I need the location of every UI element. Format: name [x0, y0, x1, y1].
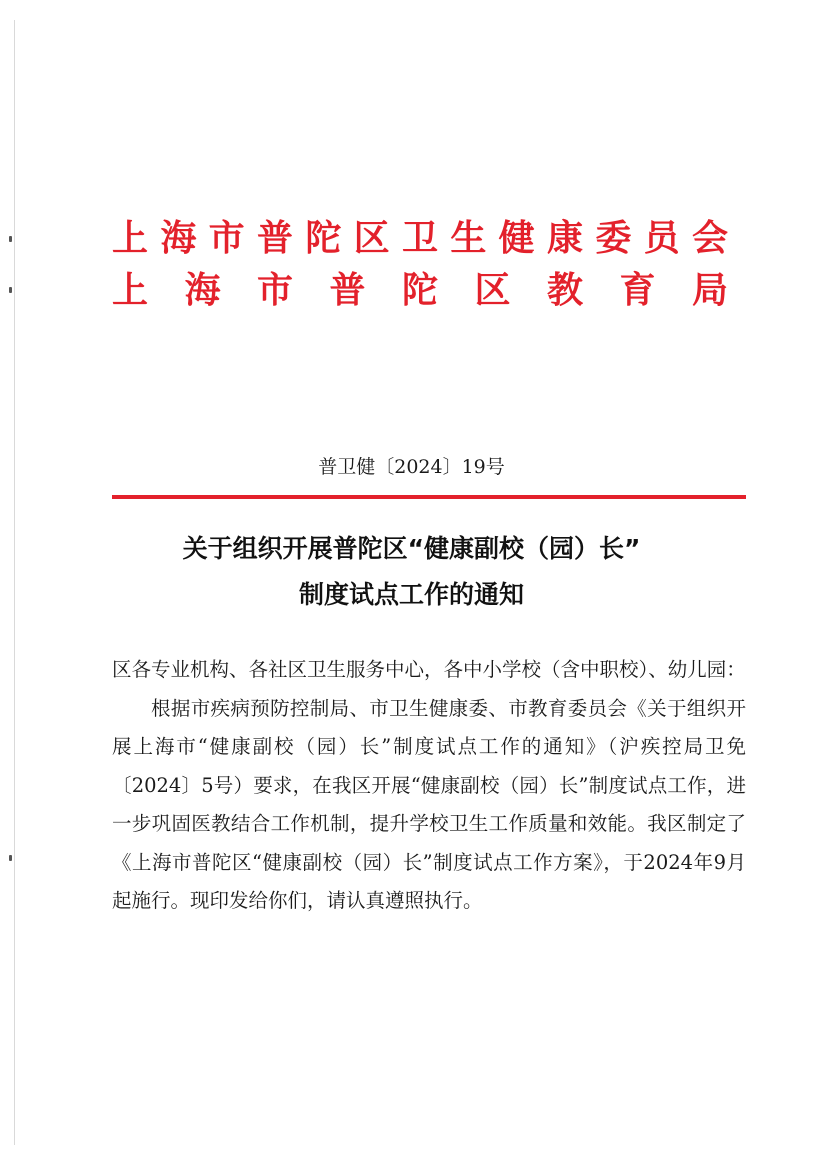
red-divider-line	[112, 495, 746, 499]
issuer-education-bureau: 上海市普陀区教育局	[112, 269, 728, 311]
page-edge-line	[14, 20, 15, 1145]
body-paragraph: 根据市疾病预防控制局、市卫生健康委、市教育委员会《关于组织开展上海市“健康副校（园）长”制度试点工作的通知》（沪疾控局卫免〔2024〕5号）要求，在我区开展“健康副校（园）长”制度试点工作，进一步巩固医教结合工作机制，提升学校卫生工作质量和效能。我区制定了《上海市普陀区“健康副校（园）长”制度试点工作方案》，于2024年9月起施行。现印发给你们，请认真遵照执行。	[112, 696, 746, 912]
issuer-health-commission: 上海市普陀区卫生健康委员会	[112, 217, 728, 259]
document-number: 普卫健〔2024〕19号	[318, 456, 505, 478]
binding-mark	[9, 855, 12, 861]
recipients: 区各专业机构、各社区卫生服务中心，各中小学校（含中职校）、幼儿园：	[112, 658, 746, 681]
binding-mark	[9, 287, 12, 293]
document-title-line-1: 关于组织开展普陀区“健康副校（园）长”	[182, 534, 641, 563]
binding-mark	[9, 236, 12, 242]
document-body	[112, 651, 746, 921]
document-title-line-2: 制度试点工作的通知	[298, 580, 524, 609]
